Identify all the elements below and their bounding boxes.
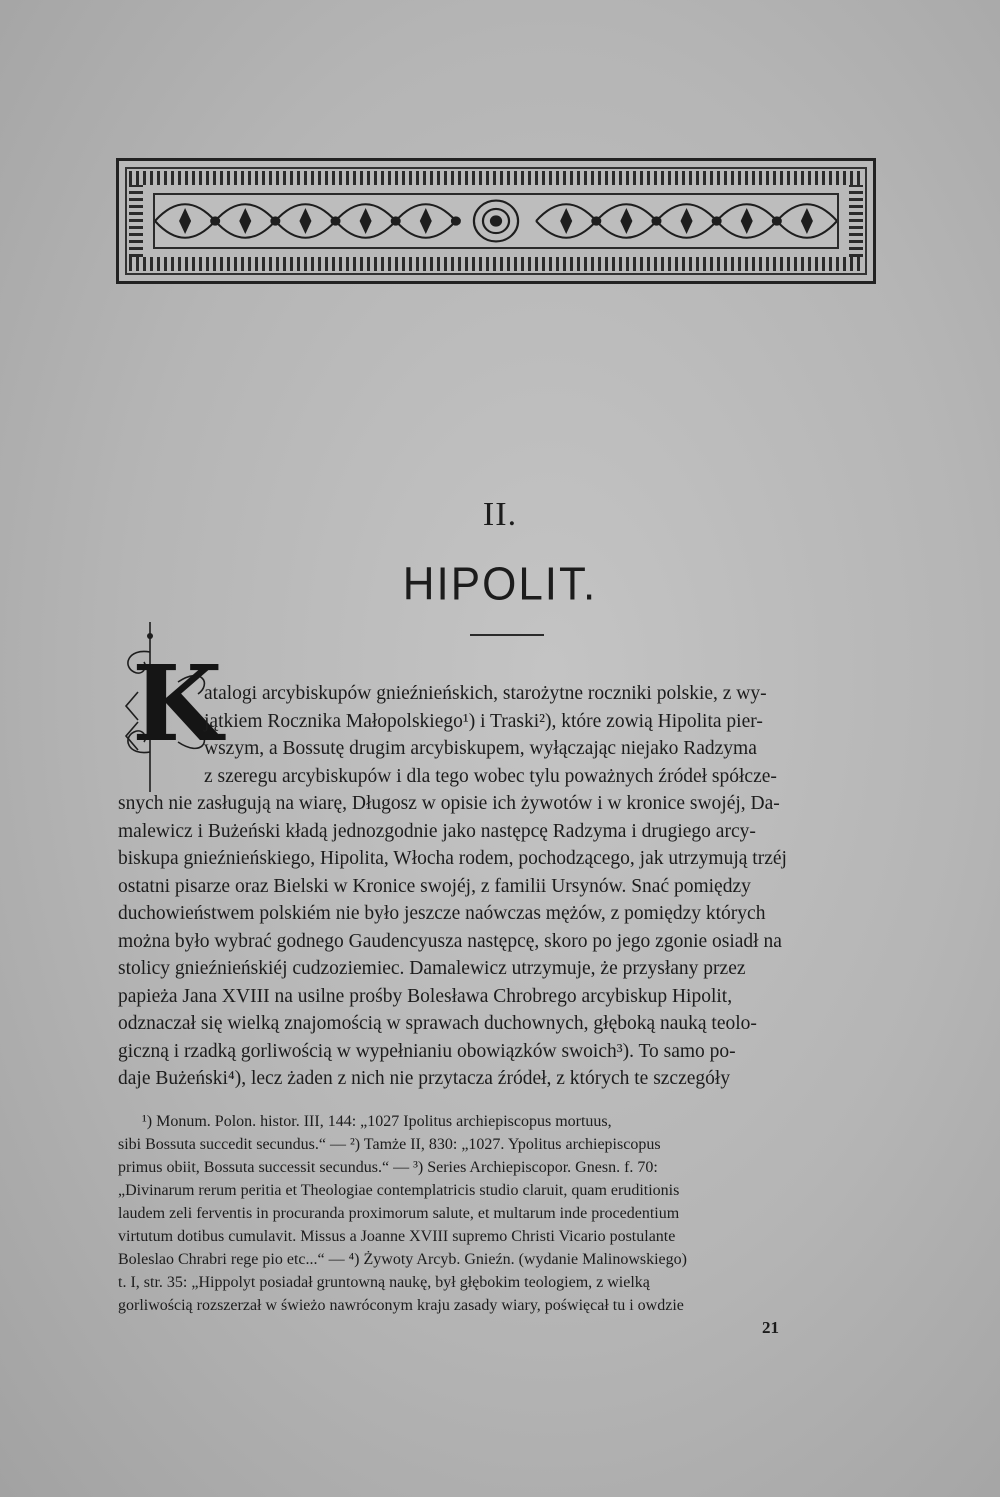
text-line: malewicz i Bużeński kładą jednozgodnie jako następcę Radzyma i drugiego arcy- bbox=[118, 820, 756, 842]
text-line: jątkiem Rocznika Małopolskiego¹) i Traski²), które zowią Hipolita pier- bbox=[204, 710, 763, 732]
text-line: duchowieństwem polskiém nie było jeszcze naówczas mężów, z pomiędzy których bbox=[118, 903, 766, 924]
text-line: odznaczał się wielką znajomością w sprawach duchownych, głęboką nauką teolo- bbox=[118, 1013, 757, 1034]
text-line: można było wybrać godnego Gaudencyusza następcę, skoro po jego zgonie osiadł na bbox=[118, 930, 782, 952]
text-line: ostatni pisarze oraz Bielski w Kronice swojéj, z familii Ursynów. Snać pomiędzy bbox=[118, 875, 751, 897]
footnote-line: laudem zeli ferventis in procuranda proximorum salute, et multarum inde procedentium bbox=[118, 1205, 680, 1222]
text-line: biskupa gnieźnieńskiego, Hipolita, Włocha rodem, pochodzącego, jak utrzymują trzéj bbox=[118, 848, 787, 869]
text-line: wszym, a Bossutę drugim arcybiskupem, wyłączając niejako Radzyma bbox=[204, 738, 757, 759]
footnote-line: „Divinarum rerum peritia et Theologiae contemplatricis studio claruit, quam eruditionis bbox=[118, 1182, 680, 1199]
main-text-block bbox=[118, 680, 894, 1093]
title-divider bbox=[470, 634, 544, 636]
text-line: papieża Jana XVIII na usilne prośby Bolesława Chrobrego arcybiskup Hipolit, bbox=[118, 985, 733, 1007]
footnote-line: sibi Bossuta succedit secundus.“ — ²) Tamże II, 830: „1027. Ypolitus archiepiscopus bbox=[118, 1136, 661, 1153]
chapter-number: II. bbox=[482, 496, 518, 533]
greek-key-right bbox=[849, 185, 863, 257]
text-line: snych nie zasługują na wiarę, Długosz w opisie ich żywotów i w kronice swojéj, Da- bbox=[118, 793, 780, 814]
footnote-line: virtutum dotibus cumulavit. Missus a Joanne XVIII supremo Christi Vicario postulante bbox=[118, 1228, 676, 1245]
text-line: stolicy gnieźnieńskiéj cudzoziemiec. Damalewicz utrzymuje, że przysłany przez bbox=[118, 958, 746, 979]
greek-key-left bbox=[129, 185, 143, 257]
scrollwork-ornament-icon bbox=[155, 195, 837, 247]
greek-key-top bbox=[129, 171, 863, 185]
text-line: atalogi arcybiskupów gnieźnieńskich, starożytne roczniki polskie, z wy- bbox=[204, 683, 767, 704]
footnote-line: gorliwością rozszerzał w świeżo nawróconym kraju zasady wiary, poświęcał tu i owdzie bbox=[118, 1297, 684, 1314]
chapter-title: HIPOLIT. bbox=[402, 558, 598, 611]
scrollwork-panel bbox=[153, 193, 839, 249]
footnote-line: ¹) Monum. Polon. histor. III, 144: „1027 Ipolitus archiepiscopus mortuus, bbox=[142, 1113, 612, 1130]
footnote-line: t. I, str. 35: „Hippolyt posiadał gruntowną naukę, był głębokim teologiem, z wielką bbox=[118, 1274, 650, 1291]
footnote-line: primus obiit, Bossuta successit secundus.“ — ³) Series Archiepiscopor. Gnesn. f. 70: bbox=[118, 1159, 658, 1176]
drop-cap-letter: K bbox=[132, 642, 223, 765]
footnote-line: Boleslao Chrabri rege pio etc...“ — ⁴) Żywoty Arcyb. Gnieźn. (wydanie Malinowskiego) bbox=[118, 1251, 687, 1268]
text-line: giczną i rzadką gorliwością w wypełnianiu obowiązków swoich³). To samo po- bbox=[118, 1040, 736, 1062]
text-line: daje Bużeński⁴), lecz żaden z nich nie przytacza źródeł, z których te szczegóły bbox=[118, 1068, 731, 1089]
footnotes-block bbox=[118, 1110, 898, 1317]
greek-key-bottom bbox=[129, 257, 863, 271]
text-line: z szeregu arcybiskupów i dla tego wobec tylu poważnych źródeł spółcze- bbox=[204, 765, 777, 787]
page-number: 21 bbox=[762, 1318, 779, 1337]
decorative-header-band bbox=[116, 158, 876, 284]
